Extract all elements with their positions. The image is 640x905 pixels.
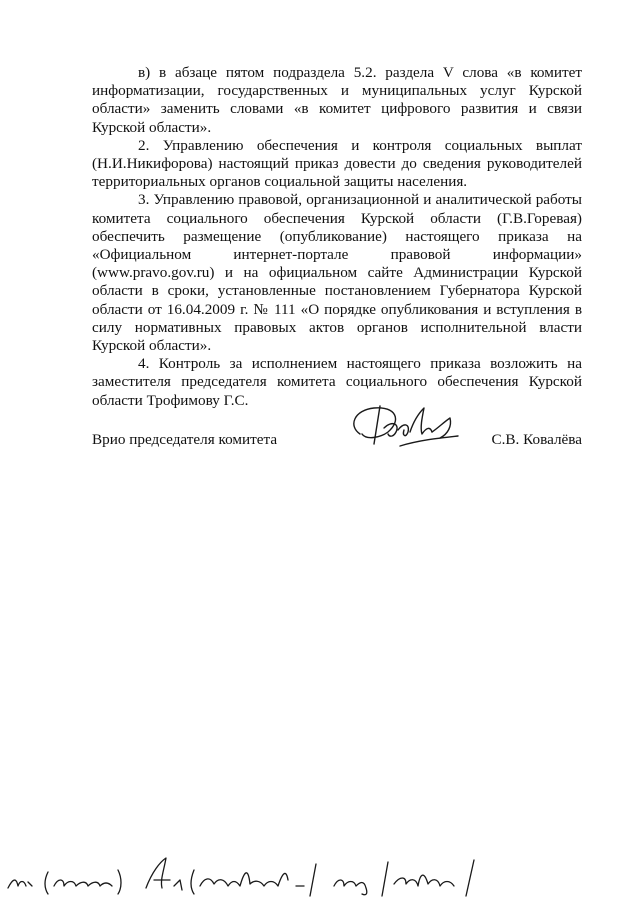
signatory-name: С.В. Ковалёва [491, 431, 582, 448]
paragraph-item-4: 4. Контроль за исполнением настоящего приказа возложить на заместителя председателя комитета социального обеспечения Курской области Трофимову Г.С. [92, 355, 582, 409]
document-body [92, 64, 582, 410]
handwritten-approval-marks [4, 850, 504, 898]
signatory-title: Врио председателя комитета [92, 431, 278, 448]
paragraph-item-3: 3. Управлению правовой, организационной и аналитической работы комитета социального обеспечения Курской области (Г.В.Горевая) обеспечить размещение (опубликование) настоящего приказа на «Официальном интернет-портале правовой информации» (www.pravo.gov.ru) и на официальном сайте Администрации Курской области в сроки, установленные постановлением Губернатора Курской области от 16.04.2009 г. № 111 «О порядке опубликования и вступления в силу нормативных правовых актов органов исполнительной власти Курской области». [92, 191, 582, 355]
paragraph-item-2: 2. Управлению обеспечения и контроля социальных выплат (Н.И.Никифорова) настоящий приказ довести до сведения руководителей территориальных органов социальной защиты населения. [92, 136, 582, 191]
signature-block [92, 431, 582, 455]
paragraph-item-v: в) в абзаце пятом подраздела 5.2. раздела V слова «в комитет информатизации, государственных и муниципальных услуг Курской области» заменить словами «в комитет цифрового развития и связи Курской области». [92, 64, 582, 136]
